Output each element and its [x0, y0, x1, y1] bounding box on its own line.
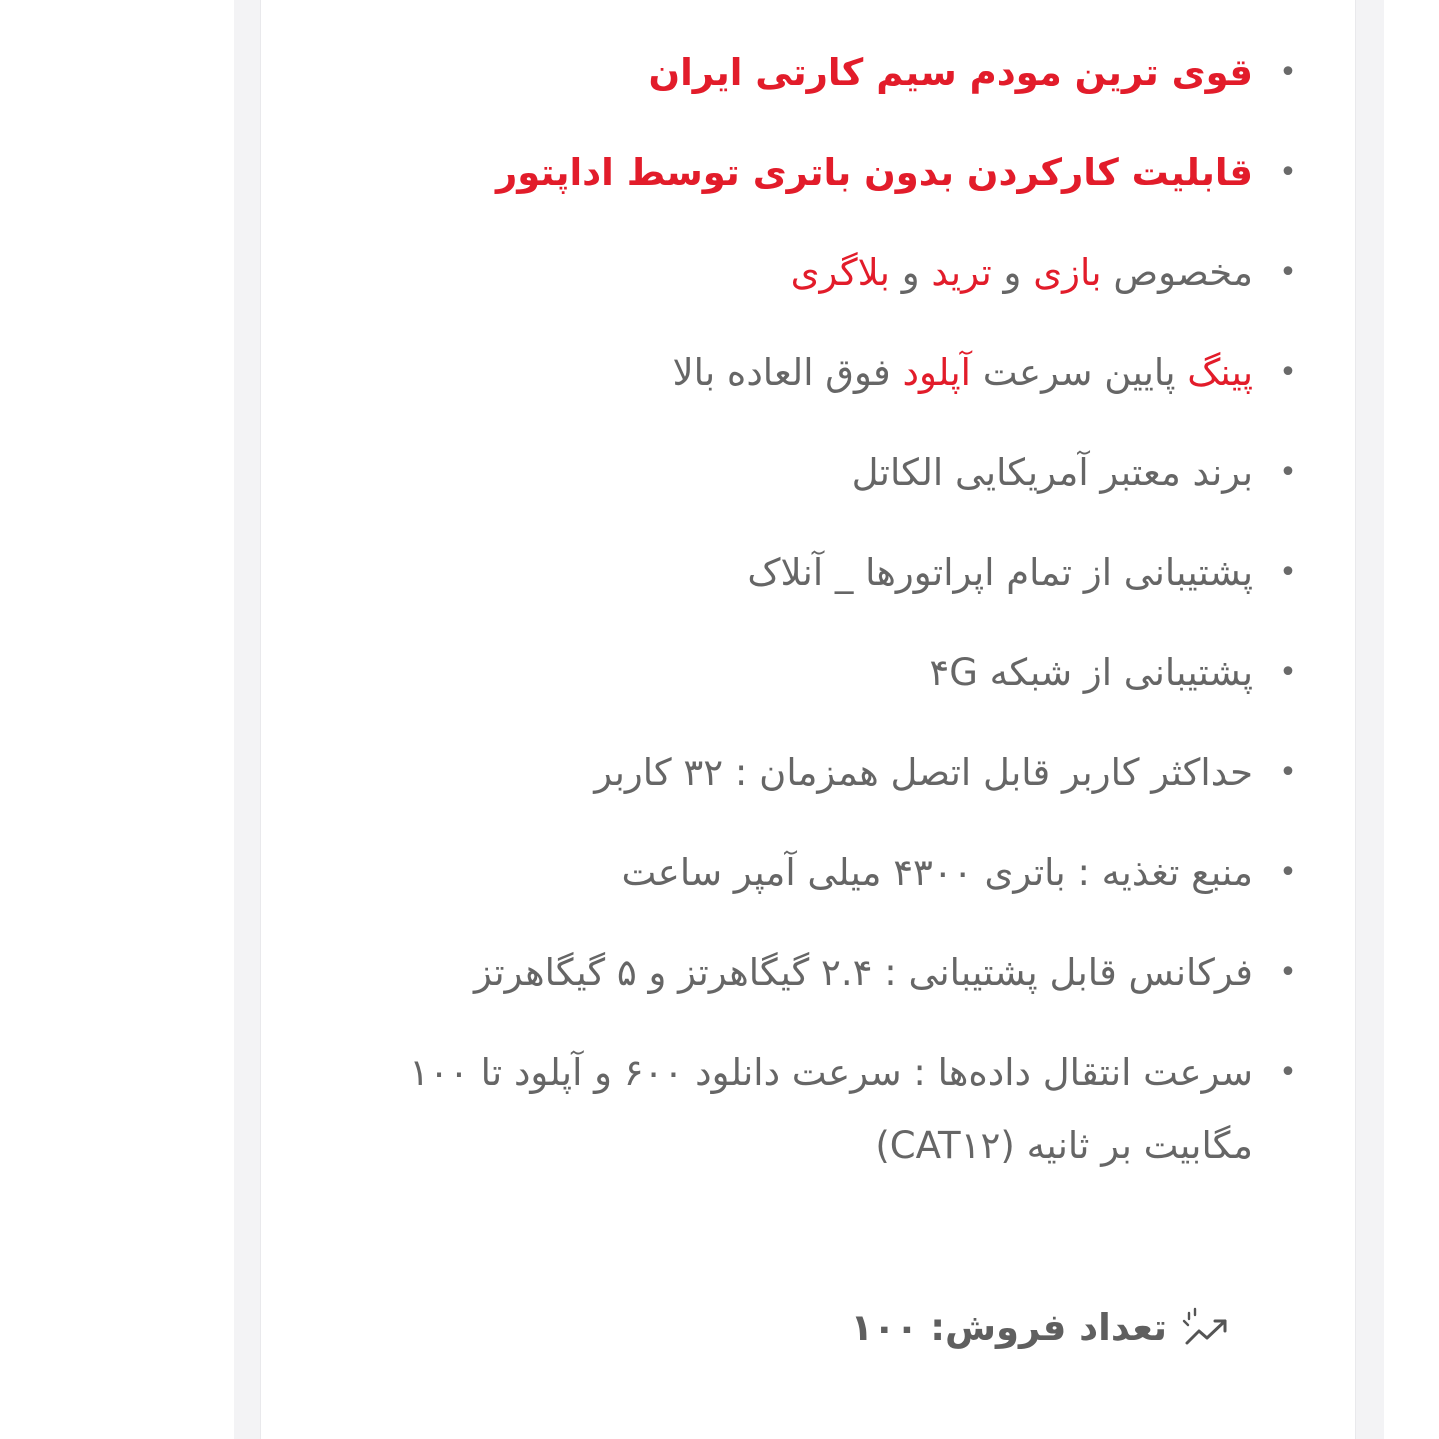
trending-up-icon — [1179, 1301, 1233, 1355]
feature-text: مخصوص — [1101, 251, 1253, 294]
feature-text: و — [991, 251, 1034, 294]
feature-text: برند معتبر آمریکایی الکاتل — [851, 451, 1253, 494]
feature-text: فوق العاده بالا — [672, 351, 903, 394]
sales-count — [850, 1298, 1233, 1358]
bullet-icon: • — [1279, 55, 1297, 90]
sales-label: تعداد فروش: — [930, 1306, 1167, 1349]
feature-item — [293, 936, 1297, 1010]
product-description-card — [260, 0, 1356, 1439]
feature-text: منبع تغذیه : باتری ۴۳۰۰ میلی آمپر ساعت — [621, 851, 1253, 894]
bullet-icon: • — [1279, 155, 1297, 190]
feature-text: حداکثر کاربر قابل اتصل همزمان : ۳۲ کاربر — [594, 751, 1253, 794]
feature-item — [293, 536, 1297, 610]
feature-text: پشتیبانی از تمام اپراتورها _ آنلاک — [747, 551, 1253, 594]
feature-highlight: قابلیت کارکردن بدون باتری توسط اداپتور — [495, 151, 1253, 194]
feature-highlight: آپلود — [902, 351, 971, 394]
feature-item — [293, 236, 1297, 310]
bullet-icon: • — [1279, 955, 1297, 990]
feature-item — [293, 436, 1297, 510]
bullet-icon: • — [1279, 455, 1297, 490]
feature-text: پشتیبانی از شبکه ۴G — [929, 651, 1253, 694]
sales-value: ۱۰۰ — [850, 1306, 919, 1349]
bullet-icon: • — [1279, 1055, 1297, 1090]
feature-item — [293, 836, 1297, 910]
feature-item — [293, 1036, 1297, 1182]
bullet-icon: • — [1279, 255, 1297, 290]
feature-item — [293, 36, 1297, 110]
feature-text: و — [889, 251, 932, 294]
bullet-icon: • — [1279, 755, 1297, 790]
feature-text: سرعت انتقال داده‌ها : سرعت دانلود ۶۰۰ و آپلود تا ۱۰۰ مگابیت بر ثانیه (CAT۱۲) — [409, 1051, 1253, 1167]
feature-highlight: قوی ترین مودم سیم کارتی ایران — [648, 51, 1253, 94]
feature-item — [293, 636, 1297, 710]
feature-item — [293, 336, 1297, 410]
feature-item — [293, 736, 1297, 810]
page-background — [234, 0, 1384, 1439]
bullet-icon: • — [1279, 555, 1297, 590]
feature-text: فرکانس قابل پشتیبانی : ۲.۴ گیگاهرتز و ۵ گیگاهرتز — [473, 951, 1253, 994]
feature-highlight: پینگ — [1187, 351, 1253, 394]
feature-list — [293, 36, 1297, 1208]
feature-text: پایین سرعت — [970, 351, 1188, 394]
bullet-icon: • — [1279, 355, 1297, 390]
feature-highlight: بازی — [1033, 251, 1102, 294]
bullet-icon: • — [1279, 855, 1297, 890]
feature-highlight: ترید — [931, 251, 992, 294]
feature-highlight: بلاگری — [790, 251, 890, 294]
bullet-icon: • — [1279, 655, 1297, 690]
feature-item — [293, 136, 1297, 210]
